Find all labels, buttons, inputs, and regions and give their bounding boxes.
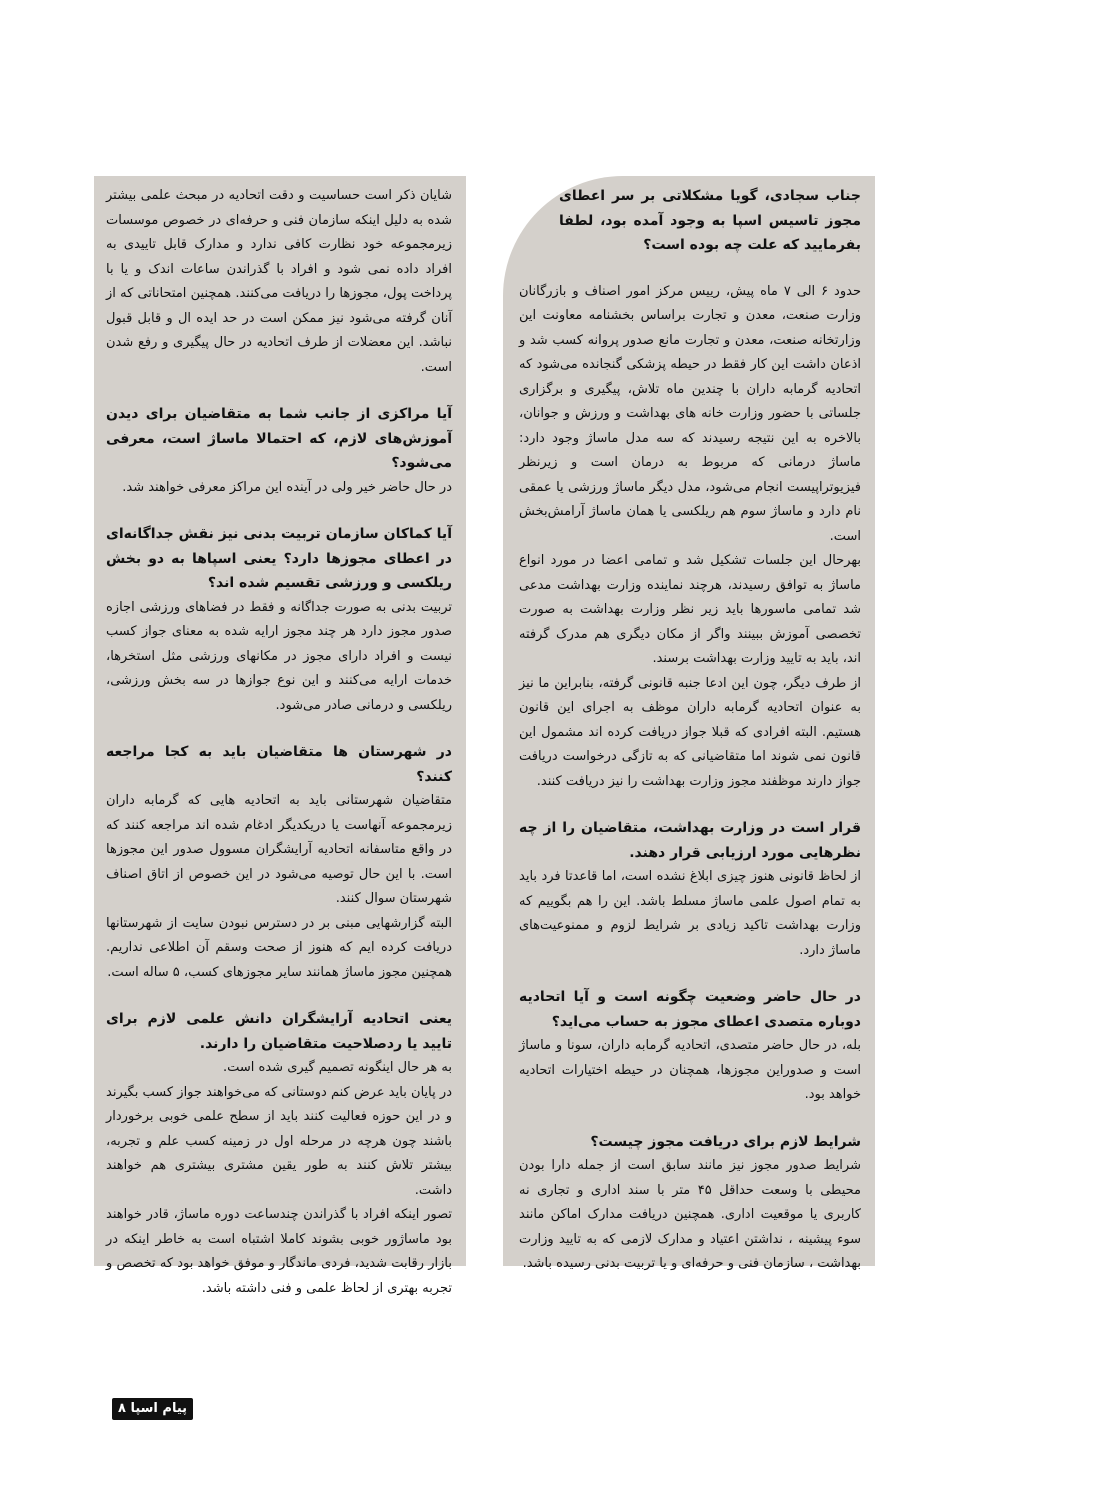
- answer-paragraph: تصور اینکه افراد با گذراندن چندساعت دوره ماساژ، قادر خواهند بود ماساژور خوبی بشوند کاملا اشتباه است به خاطر اینکه در بازار رقابت شدید، فردی ماندگار و موفق خواهد بود که تخصص و تجربه بهتری از لحاظ علمی و فنی داشته باشد.: [106, 1207, 452, 1296]
- answer-paragraph: البته گزارشهایی مبنی بر در دسترس نبودن سایت از شهرستانها دریافت کرده ایم که هنوز از صحت وسقم آن اطلاعی نداریم. همچنین مجوز ماساژ همانند سایر مجوزهای کسب، ۵ ساله است.: [106, 915, 452, 980]
- question-heading: شرایط لازم برای دریافت مجوز چیست؟: [590, 1133, 861, 1150]
- answer-paragraph: از لحاظ قانونی هنوز چیزی ابلاغ نشده است، اما قاعدتا فرد باید به تمام اصول علمی ماساژ مسلط باشد. این را هم بگوییم که وزارت بهداشت تاکید زیادی بر شرایط لزوم و ممنوعیت‌های ماساژ دارد.: [519, 869, 861, 958]
- answer-paragraph: بله، در حال حاضر متصدی، اتحادیه گرمابه داران، سونا و ماساژ است و صدوراین مجوزها، همچنان در حیطه اختیارات اتحادیه خواهد بود.: [519, 1038, 861, 1102]
- question-heading: یعنی اتحادیه آرایشگران دانش علمی لازم برای تایید یا ردصلاحیت متقاضیان را دارند.: [106, 1011, 452, 1052]
- answer-paragraph: شرایط صدور مجوز نیز مانند سابق است از جمله دارا بودن محیطی با وسعت حداقل ۴۵ متر با سند اداری و تجاری نه کاربری یا موقعیت اداری. همچنین دریافت مدارک اماکن مانند سوء پیشینه ، نداشتن اعتیاد و مدارک لازمی که به تایید وزارت بهداشت ، سازمان فنی و حرفه‌ای و یا تربیت بدنی رسیده باشد.: [519, 1158, 862, 1271]
- page-folio: پیام اسپا ۸: [112, 1398, 193, 1420]
- question-heading: جناب سجادی، گویا مشکلاتی بر سر اعطای مجوز تاسیس اسپا به وجود آمده بود، لطفا بفرمایید که علت چه بوده است؟: [559, 188, 861, 253]
- answer-paragraph: در حال حاضر خیر ولی در آینده این مراکز معرفی خواهند شد.: [122, 479, 452, 495]
- question-heading: در شهرستان ها متقاضیان باید به کجا مراجعه کنند؟: [106, 744, 452, 785]
- answer-paragraph: بهرحال این جلسات تشکیل شد و تمامی اعضا در مورد انواع ماساژ به توافق رسیدند، هرچند نماینده وزارت بهداشت مدعی شد تمامی ماسورها باید زیر نظر وزارت بهداشت به صورت تخصصی آموزش ببینند واگر از مکان دیگری هم مدرک گرفته اند، باید به تایید وزارت بهداشت برسند.: [519, 553, 861, 666]
- answer-paragraph: به هر حال اینگونه تصمیم گیری شده است.: [223, 1060, 452, 1075]
- interview-column-right: [503, 176, 875, 1271]
- answer-paragraph: تربیت بدنی به صورت جداگانه و فقط در فضاهای ورزشی اجازه صدور مجوز دارد هر چند مجوز ارایه شده به معنای جواز کسب نیست و افراد دارای مجوز در مکانهای ورزشی مثل استخرها، خدمات ارایه می‌کنند و این نوع جوازها در سه بخش ورزشی، ریلکسی و درمانی صادر می‌شود.: [106, 599, 452, 713]
- answer-paragraph: شایان ذکر است حساسیت و دقت اتحادیه در مبحث علمی بیشتر شده به دلیل اینکه سازمان فنی و حرفه‌ای در خصوص موسسات زیرمجموعه خود نظارت کافی ندارد و مدارک قابل تاییدی به افراد داده نمی شود و افراد با گذراندن ساعات اندک و یا با پرداخت پول، مجوزها را دریافت می‌کنند. همچنین امتحاناتی که از آنان گرفته می‌شود نیز ممکن است در حد ایده ال و قابل قبول نباشد. این معضلات از طرف اتحادیه در حال پیگیری و رفع شدن است.: [106, 188, 452, 375]
- question-heading: آیا کماکان سازمان تربیت بدنی نیز نقش جداگانه‌ای در اعطای مجوزها دارد؟ یعنی اسپاها به دو بخش ریلکسی و ورزشی تقسیم شده اند؟: [106, 526, 452, 591]
- question-heading: قرار است در وزارت بهداشت، متقاضیان را از چه نظرهایی مورد ارزیابی قرار دهند.: [519, 820, 861, 861]
- question-heading: در حال حاضر وضعیت چگونه است و آیا اتحادیه دوباره متصدی اعطای مجوز به حساب می‌اید؟: [519, 989, 861, 1030]
- answer-paragraph: متقاضیان شهرستانی باید به اتحادیه هایی که گرمابه داران زیرمجموعه آنهاست یا دریکدیگر ادغام شده اند مراجعه کنند که در واقع متاسفانه اتحادیه آرایشگران مسوول صدور این مجوزها است. با این حال توصیه می‌شود در این خصوص از اتاق اصناف شهرستان سوال کنند.: [106, 793, 452, 906]
- interview-column-left: [94, 176, 466, 1296]
- question-heading: آیا مراکزی از جانب شما به متقاضیان برای دیدن آموزش‌های لازم، که احتمالا ماساژ است، معرفی می‌شود؟: [106, 406, 452, 471]
- answer-paragraph: حدود ۶ الی ۷ ماه پیش، رییس مرکز امور اصناف و بازرگانان وزارت صنعت، معدن و تجارت براساس بخشنامه معاونت این وزارتخانه صنعت، معدن و تجارت مانع صدور پروانه کسب شد و اذعان داشت این کار فقط در حیطه پزشکی گنجانده می‌شود که اتحادیه گرمابه داران با چندین ماه تلاش، پیگیری و برگزاری جلساتی با حضور وزارت خانه های بهداشت و ورزش و جوانان، بالاخره به این نتیجه رسیدند که سه مدل ماساژ وجود دارد: ماساژ درمانی که مربوط به درمان است و زیرنظر فیزیوتراپیست انجام می‌شود، مدل دیگر ماساژ ورزشی یا عمقی نام دارد و ماساژ سوم هم ریلکسی یا همان ماساژ آرامش‌بخش است.: [519, 283, 861, 544]
- answer-paragraph: در پایان باید عرض کنم دوستانی که می‌خواهند جواز کسب بگیرند و در این حوزه فعالیت کنند باید از سطح علمی خوبی برخوردار باشند چون هرچه در مرحله اول در زمینه کسب علم و تجربه، بیشتر تلاش کنند به طور یقین مشتری بیشتری هم خواهند داشت.: [106, 1084, 452, 1198]
- answer-paragraph: از طرف دیگر، چون این ادعا جنبه قانونی گرفته، بنابراین ما نیز به عنوان اتحادیه گرمابه داران موظف به اجرای این قانون هستیم. البته افرادی که قبلا جواز دریافت کرده اند مشمول این قانون نمی شوند اما متقاضیانی که به تازگی درخواست دریافت جواز دارند موظفند مجوز وزارت بهداشت را نیز دریافت کنند.: [519, 675, 861, 789]
